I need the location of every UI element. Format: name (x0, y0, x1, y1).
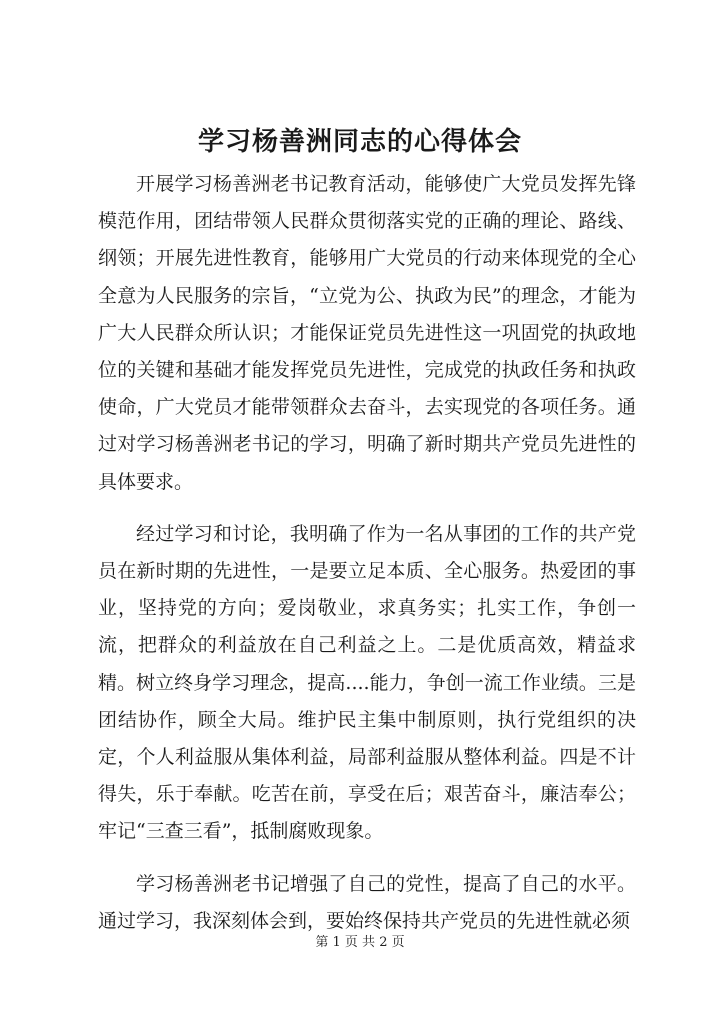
paragraph-2: 经过学习和讨论，我明确了作为一名从事团的工作的共产党员在新时期的先进性，一是要立足本质、全心服务。热爱团的事业，坚持党的方向；爱岗敬业，求真务实；扎实工作，争创一流，把群众的利益放在自己利益之上。二是优质高效，精益求精。树立终身学习理念，提高....能力，争创一流工作业绩。三是团结协作，顾全大局。维护民主集中制原则，执行党组织的决定，个人利益服从集体利益，局部利益服从整体利益。四是不计得失，乐于奉献。吃苦在前，享受在后；艰苦奋斗，廉洁奉公；牢记“三查三看”，抵制腐败现象。 (98, 522, 636, 843)
paragraph-1: 开展学习杨善洲老书记教育活动，能够使广大党员发挥先锋模范作用，团结带领人民群众贯彻落实党的正确的理论、路线、纲领；开展先进性教育，能够用广大党员的行动来体现党的全心全意为人民服务的宗旨，“立党为公、执政为民”的理念，才能为广大人民群众所认识；才能保证党员先进性这一巩固党的执政地位的关键和基础才能发挥党员先进性，完成党的执政任务和执政使命，广大党员才能带领群众去奋斗，去实现党的各项任务。通过对学习杨善洲老书记的学习，明确了新时期共产党员先进性的具体要求。 (98, 173, 636, 493)
document-body (98, 166, 636, 940)
page-footer: 第 1 页 共 2 页 (315, 935, 405, 950)
paragraph-3: 学习杨善洲老书记增强了自己的党性，提高了自己的水平。通过学习，我深刻体会到，要始终保持共产党员的先进性就必须 (98, 872, 636, 932)
document-title: 学习杨善洲同志的心得体会 (197, 127, 522, 157)
